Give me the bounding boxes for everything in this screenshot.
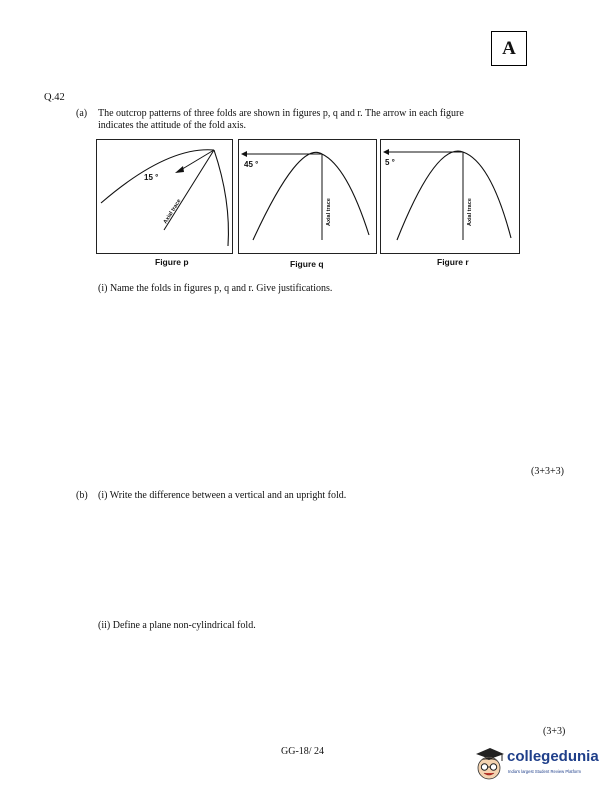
figure-r-diagram <box>381 140 519 253</box>
figure-p-axial-label: Axial trace <box>162 198 183 226</box>
figure-r-caption: Figure r <box>437 257 469 267</box>
part-b-label: (b) <box>76 490 88 501</box>
paper-code-letter: A <box>502 38 516 59</box>
figure-p-caption: Figure p <box>155 257 189 267</box>
logo-mascot-icon <box>472 746 506 782</box>
part-a-subquestion-i: (i) Name the folds in figures p, q and r. Give justifications. <box>98 283 333 294</box>
figure-r-axial-label: Axial trace <box>467 198 473 226</box>
figure-p-angle: 15 ° <box>144 173 159 182</box>
figure-p-diagram <box>97 140 232 253</box>
figure-q-diagram <box>239 140 376 253</box>
collegedunia-logo <box>472 742 602 786</box>
page-footer: GG-18/ 24 <box>281 746 325 757</box>
part-a-text-line2: indicates the attitude of the fold axis. <box>98 120 247 131</box>
part-a-label: (a) <box>76 108 88 119</box>
part-a-text-line1: The outcrop patterns of three folds are shown in figures p, q and r. The arrow in each figure <box>98 108 464 119</box>
figure-r <box>380 139 520 254</box>
figure-q <box>238 139 377 254</box>
paper-code-box <box>491 31 527 66</box>
marks-part-b: (3+3) <box>543 726 566 737</box>
figure-q-axial-label: Axial trace <box>326 198 332 226</box>
part-b-subquestion-ii: (ii) Define a plane non-cylindrical fold. <box>98 620 256 631</box>
marks-part-a: (3+3+3) <box>531 466 564 477</box>
figure-q-caption: Figure q <box>290 259 324 269</box>
figure-r-angle: 5 ° <box>385 158 395 167</box>
logo-name: collegedunia <box>507 748 599 765</box>
question-number: Q.42 <box>44 92 65 103</box>
figure-q-angle: 45 ° <box>244 160 259 169</box>
figure-p <box>96 139 233 254</box>
logo-tagline: India's largest Student Review Platform <box>508 769 581 774</box>
part-b-subquestion-i: (i) Write the difference between a vertical and an upright fold. <box>98 490 347 501</box>
